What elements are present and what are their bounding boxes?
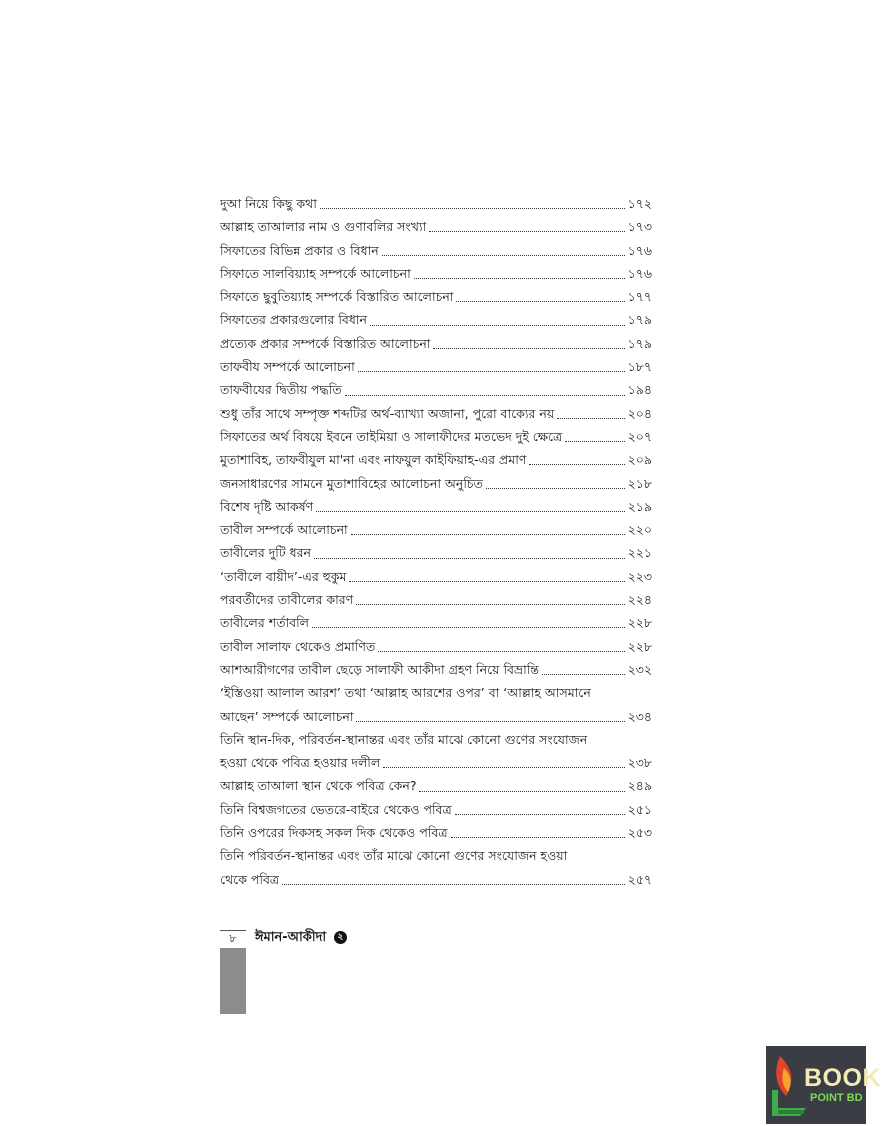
toc-entry <box>220 308 652 331</box>
toc-entry <box>220 355 652 378</box>
toc-entry-title: শুধু তাঁর সাথে সম্পৃক্ত শব্দটির অর্থ-ব্যাখ্যা অজানা, পুরো বাক্যের নয় <box>220 405 555 421</box>
toc-page-number: ২২৪ <box>627 592 652 608</box>
toc-line <box>220 751 652 774</box>
footer-book-title <box>255 930 347 946</box>
dot-leader <box>378 651 624 652</box>
dot-leader <box>349 581 624 582</box>
toc-line <box>220 774 652 797</box>
toc-entry <box>220 588 652 611</box>
toc-line <box>220 588 652 611</box>
toc-entry-title: ‘তাবীলে বায়ীদ’-এর হুকুম <box>220 568 347 584</box>
toc-page-number: ১৭৬ <box>627 242 652 258</box>
dot-leader <box>451 837 625 838</box>
toc-line <box>220 308 652 331</box>
toc-entry-title: প্রত্যেক প্রকার সম্পর্কে বিস্তারিত আলোচনা <box>220 335 431 351</box>
dot-leader <box>529 464 624 465</box>
toc-entry <box>220 635 652 658</box>
dot-leader <box>316 511 624 512</box>
toc-entry-title: তিনি স্থান-দিক, পরিবর্তন-স্থানান্তর এবং তাঁর মাঝে কোনো গুণের সংযোজন <box>220 731 588 747</box>
toc-line <box>220 239 652 262</box>
toc-entry <box>220 611 652 634</box>
toc-entry <box>220 215 652 238</box>
toc-entry-title: মুতাশাবিহ, তাফবীযুল মা'না এবং নাফয়ুল কাইফিয়াহ-এর প্রমাণ <box>220 452 527 468</box>
toc-line <box>220 635 652 658</box>
toc-entry-title: তাবীলের দুটি ধরন <box>220 545 311 561</box>
logo-word-point: POINT BD <box>810 1092 863 1104</box>
toc-entry <box>220 681 652 728</box>
toc-line <box>220 868 652 891</box>
toc-entry-title: তাবীল সালাফ থেকেও প্রমাণিত <box>220 638 376 654</box>
dot-leader <box>282 884 625 885</box>
toc-entry <box>220 728 652 775</box>
page-number: ৮ <box>220 930 246 947</box>
toc-page-number: ১৭২ <box>627 196 652 211</box>
toc-page-number: ২৩৪ <box>627 708 652 724</box>
toc-line <box>220 262 652 285</box>
dot-leader <box>356 721 624 722</box>
toc-page-number: ১৭৯ <box>627 312 652 328</box>
toc-line <box>220 541 652 564</box>
toc-line <box>220 681 652 704</box>
dot-leader <box>382 255 625 256</box>
toc-page-number: ২৩৮ <box>627 755 652 771</box>
toc-entry-title: সিফাতের বিভিন্ন প্রকার ও বিধান <box>220 242 379 258</box>
toc-entry <box>220 821 652 844</box>
toc-line <box>220 215 652 238</box>
toc-entry-title: সিফাতে ছুবুতিয়্যাহ সম্পর্কে বিস্তারিত আলোচনা <box>220 289 454 305</box>
toc-entry <box>220 472 652 495</box>
dot-leader <box>370 325 625 326</box>
toc-line <box>220 798 652 821</box>
toc-entry-title: তাবীল সম্পর্কে আলোচনা <box>220 522 348 538</box>
dot-leader <box>320 208 625 209</box>
toc-entry-title: তিনি ওপরের দিকসহ সকল দিক থেকেও পবিত্র <box>220 825 448 841</box>
toc-entry <box>220 262 652 285</box>
toc-line <box>220 448 652 471</box>
toc-entry <box>220 402 652 425</box>
toc-line <box>220 844 652 867</box>
toc-line <box>220 565 652 588</box>
toc-line <box>220 611 652 634</box>
toc-entry <box>220 565 652 588</box>
toc-line <box>220 821 652 844</box>
toc-entry <box>220 495 652 518</box>
toc-page-number: ২০৪ <box>627 405 652 421</box>
dot-leader <box>486 488 625 489</box>
toc-entry-title: ‘ইস্তিওয়া আলাল আরশ’ তথা ‘আল্লাহ আরশের ওপর’ বা ‘আল্লাহ আসমানে <box>220 685 591 701</box>
dot-leader <box>314 558 625 559</box>
toc-entry-title: তাবীলের শর্তাবলি <box>220 615 309 631</box>
toc-entry <box>220 378 652 401</box>
toc-line <box>220 402 652 425</box>
dot-leader <box>557 418 624 419</box>
dot-leader <box>414 278 625 279</box>
toc-line <box>220 728 652 751</box>
book-title: ঈমান-আকীদা <box>255 930 327 945</box>
toc-entry <box>220 192 652 215</box>
toc-line <box>220 192 652 215</box>
volume-badge: ২ <box>334 931 347 944</box>
toc-entry-title: তাফবীয সম্পর্কে আলোচনা <box>220 359 355 375</box>
toc-page-number: ২৪৯ <box>627 778 652 794</box>
toc-entry-title: তিনি বিশ্বজগতের ভেতরে-বাইরে থেকেও পবিত্র <box>220 801 452 817</box>
footer-gray-bar <box>220 948 246 1014</box>
table-of-contents <box>220 192 652 891</box>
dot-leader <box>312 627 625 628</box>
toc-line <box>220 518 652 541</box>
toc-entry-title: পরবর্তীদের তাবীলের কারণ <box>220 592 354 608</box>
toc-line <box>220 378 652 401</box>
toc-page-number: ২২১ <box>627 545 652 561</box>
toc-page-number: ২০৯ <box>627 452 652 468</box>
dot-leader <box>345 395 625 396</box>
toc-page-number: ২২৩ <box>627 568 652 584</box>
toc-entry <box>220 541 652 564</box>
toc-line <box>220 705 652 728</box>
toc-entry <box>220 285 652 308</box>
toc-entry <box>220 332 652 355</box>
toc-page-number: ২২০ <box>627 522 652 538</box>
toc-entry-title: আল্লাহ তাআলার নাম ও গুণাবলির সংখ্যা <box>220 219 427 235</box>
toc-line <box>220 658 652 681</box>
toc-entry-title: হওয়া থেকে পবিত্র হওয়ার দলীল <box>220 755 381 771</box>
dot-leader <box>455 814 625 815</box>
toc-entry-title: সিফাতে সালবিয়্যাহ সম্পর্কে আলোচনা <box>220 265 411 281</box>
toc-line <box>220 472 652 495</box>
toc-entry-title: দুআ নিয়ে কিছু কথা <box>220 196 317 211</box>
toc-line <box>220 495 652 518</box>
toc-line <box>220 355 652 378</box>
toc-entry-title: তাফবীযের দ্বিতীয় পদ্ধতি <box>220 382 342 398</box>
toc-page-number: ২১৯ <box>627 498 652 514</box>
toc-entry-title: আছেন’ সম্পর্কে আলোচনা <box>220 708 354 724</box>
toc-entry-title: আল্লাহ তাআলা স্থান থেকে পবিত্র কেন? <box>220 778 417 794</box>
dot-leader <box>542 674 625 675</box>
toc-page-number: ১৮৭ <box>627 359 652 375</box>
toc-line <box>220 332 652 355</box>
dot-leader <box>429 231 624 232</box>
toc-page-number: ১৭৭ <box>627 289 652 305</box>
toc-entry <box>220 658 652 681</box>
toc-line <box>220 285 652 308</box>
toc-entry <box>220 239 652 262</box>
logo-word-book: BOOK <box>804 1064 881 1092</box>
toc-page-number: ১৭৯ <box>627 335 652 351</box>
toc-entry <box>220 425 652 448</box>
toc-entry <box>220 448 652 471</box>
dot-leader <box>351 534 625 535</box>
toc-entry-title: আশআরীগণের তাবীল ছেড়ে সালাফী আকীদা গ্রহণ নিয়ে বিভ্রান্তি <box>220 661 539 677</box>
dot-leader <box>383 767 624 768</box>
dot-leader <box>356 604 624 605</box>
toc-entry <box>220 518 652 541</box>
toc-page-number: ২৫১ <box>627 801 652 817</box>
dot-leader <box>565 441 624 442</box>
bookpoint-logo <box>766 1046 881 1124</box>
toc-page-number: ২৫৩ <box>627 825 652 841</box>
toc-page-number: ২১৮ <box>627 475 652 491</box>
dot-leader <box>456 301 624 302</box>
toc-page-number: ২০৭ <box>627 428 652 444</box>
toc-entry-title: তিনি পরিবর্তন-স্থানান্তর এবং তাঁর মাঝে কোনো গুণের সংযোজন হওয়া <box>220 848 568 864</box>
toc-page-number: ২৫৭ <box>627 871 652 887</box>
dot-leader <box>358 371 625 372</box>
toc-page-number: ২২৮ <box>627 638 652 654</box>
toc-entry-title: বিশেষ দৃষ্টি আকর্ষণ <box>220 498 314 514</box>
toc-page-number: ১৭৬ <box>627 265 652 281</box>
toc-entry <box>220 844 652 891</box>
dot-leader <box>433 348 624 349</box>
toc-page-number: ২৩২ <box>627 661 652 677</box>
dot-leader <box>419 791 624 792</box>
toc-entry <box>220 774 652 797</box>
toc-entry-title: থেকে পবিত্র <box>220 871 280 887</box>
toc-line <box>220 425 652 448</box>
toc-page-number: ১৯৪ <box>627 382 652 398</box>
toc-entry-title: সিফাতের অর্থ বিষয়ে ইবনে তাইমিয়া ও সালাফীদের মতভেদ দুই ক্ষেত্রে <box>220 428 563 444</box>
toc-entry-title: জনসাধারণের সামনে মুতাশাবিহের আলোচনা অনুচিত <box>220 475 484 491</box>
toc-entry <box>220 798 652 821</box>
toc-page-number: ২২৮ <box>627 615 652 631</box>
toc-entry-title: সিফাতের প্রকারগুলোর বিধান <box>220 312 367 328</box>
toc-page-number: ১৭৩ <box>627 219 652 235</box>
